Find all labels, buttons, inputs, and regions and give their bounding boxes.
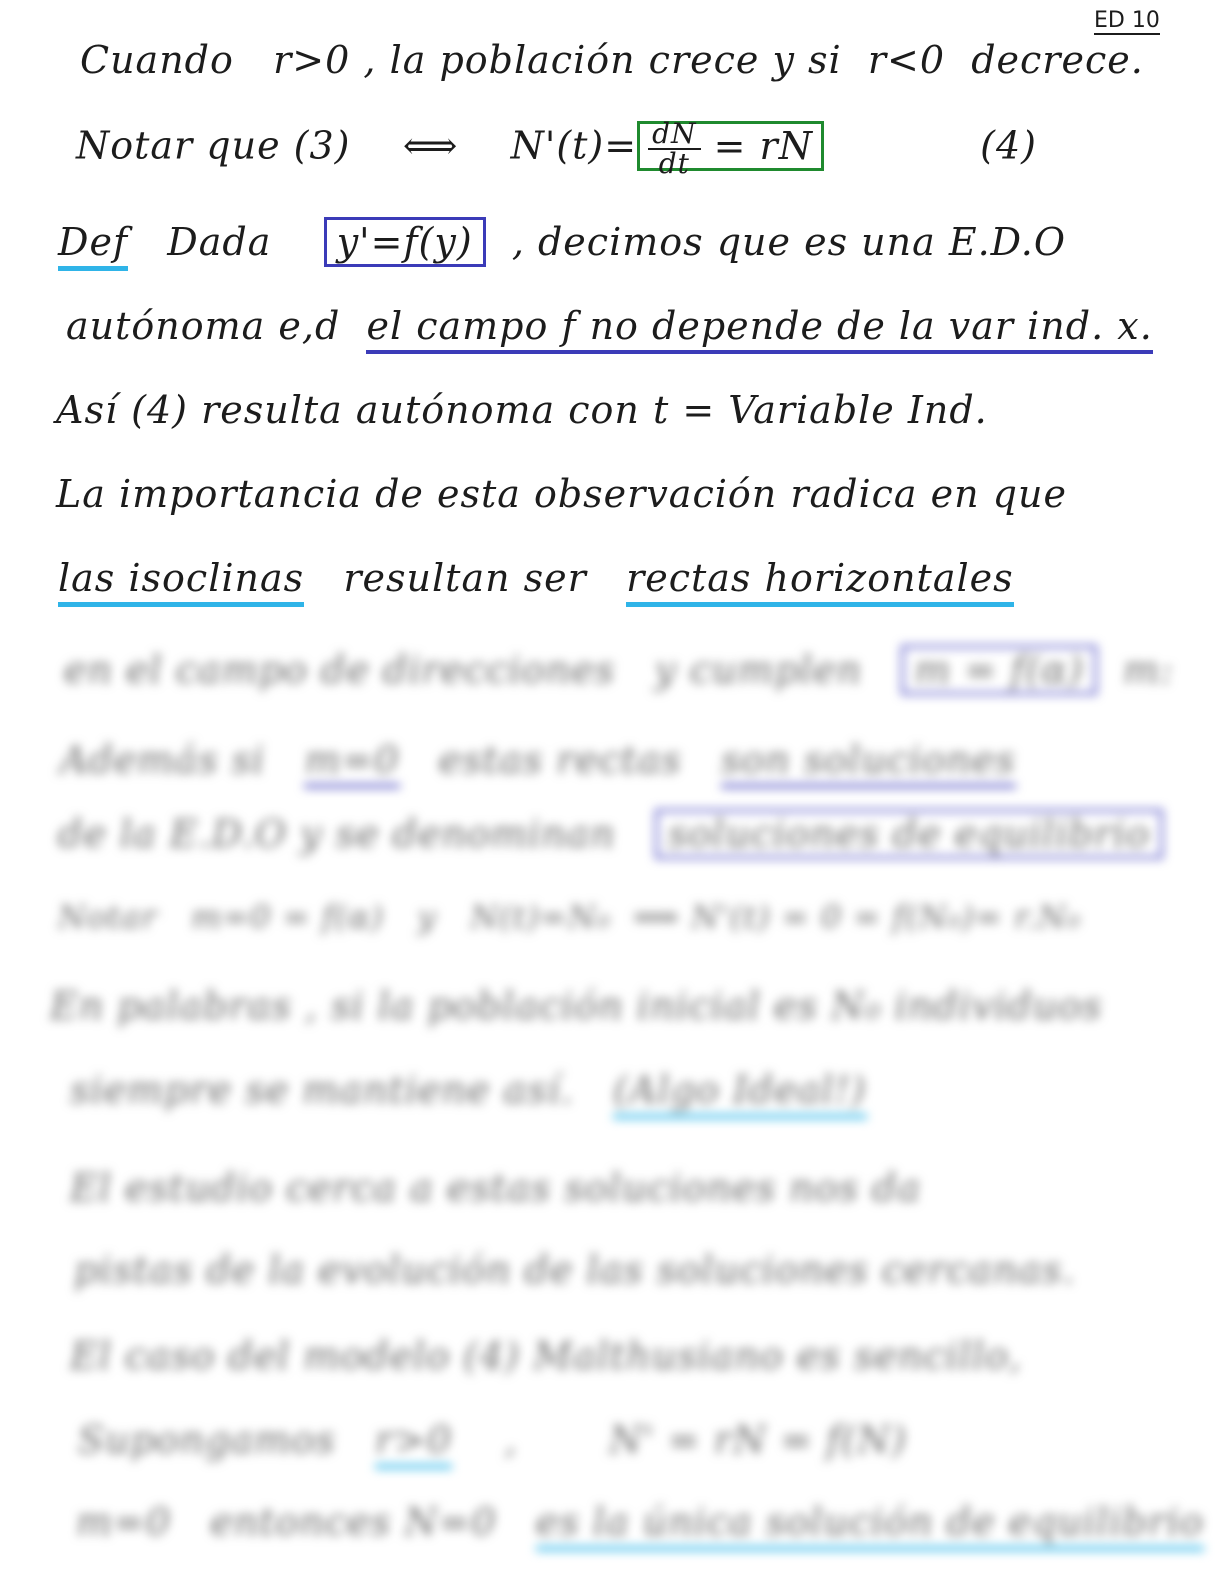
line-5-a: Así (4) resulta autónoma con t = Variable Ind.	[56, 388, 988, 432]
blurred-line-4-a: Notar	[58, 898, 158, 936]
blurred-line-2-b: estas rectas	[438, 738, 682, 782]
line-4	[66, 304, 1153, 348]
blurred-line-1-boxed: m = f(α)	[901, 645, 1096, 695]
blurred-line-10-u: r>0	[375, 1418, 452, 1469]
blurred-line-1-a: en el campo de direcciones	[64, 648, 616, 692]
blurred-line-10-b: ,	[504, 1418, 518, 1462]
blurred-line-4-c: y	[417, 898, 437, 936]
derivative-lhs: N'(t)=	[510, 123, 638, 168]
blurred-line-10-c: N' = rN = f(N)	[609, 1418, 908, 1462]
blurred-line-11-b: entonces N=0	[210, 1500, 497, 1544]
line-4-a: autónoma e,d	[66, 304, 341, 348]
equivalence-arrow: ⟺	[402, 123, 459, 168]
line-1-b: r>0	[273, 38, 351, 82]
blurred-line-6	[70, 1068, 867, 1112]
blurred-line-5	[50, 984, 1102, 1028]
blurred-line-11	[76, 1500, 1204, 1544]
blurred-line-4	[58, 898, 1081, 936]
line-1-c: , la población crece y si	[363, 38, 842, 82]
line-6	[56, 472, 1067, 516]
blurred-line-2-a: Además si	[60, 738, 266, 782]
horizontal-lines-underlined: rectas horizontales	[626, 556, 1014, 607]
line-7-a: resultan ser	[343, 556, 587, 600]
fraction	[648, 117, 700, 180]
blurred-line-3-a: de la E.D.O y se denominan	[58, 812, 616, 856]
line-1-a: Cuando	[80, 38, 234, 82]
boxed-equation	[637, 117, 824, 180]
equation-tag: (4)	[980, 123, 1037, 168]
blurred-line-10	[78, 1418, 907, 1462]
blurred-line-9-a: El caso del modelo (4) Malthusiano es sencillo,	[70, 1334, 1023, 1378]
line-3-a: Dada	[167, 220, 272, 264]
blurred-line-3	[58, 812, 1163, 856]
line-1-e: decrece.	[971, 38, 1144, 82]
line-3-b: , decimos que es una E.D.O	[511, 220, 1067, 264]
blurred-line-1	[64, 648, 1174, 692]
blurred-line-1-c: m:	[1122, 648, 1174, 692]
blurred-line-1-b: y cumplen	[654, 648, 863, 692]
line-2	[76, 117, 1037, 180]
line-4-underlined: el campo f no depende de la var ind. x.	[366, 304, 1152, 354]
blurred-line-4-e: ⟹ N'(t) = 0 = f(N₀)= r.N₀	[633, 898, 1081, 936]
line-6-a: La importancia de esta observación radica en que	[56, 472, 1067, 516]
blurred-line-11-a: m=0	[76, 1500, 172, 1544]
blurred-line-8-a: pistas de la evolución de las soluciones cercanas.	[74, 1248, 1076, 1292]
line-5	[56, 388, 988, 432]
blurred-line-6-a: siempre se mantiene así.	[70, 1068, 574, 1112]
line-1-d: r<0	[867, 38, 946, 82]
blurred-line-4-d: N(t)=N₀	[470, 898, 611, 936]
blurred-line-10-a: Supongamos	[78, 1418, 336, 1462]
derivative-rhs: = rN	[713, 123, 813, 168]
blurred-line-7-a: El estudio cerca a estas soluciones nos da	[70, 1166, 922, 1210]
line-2-a: Notar que (3)	[76, 123, 351, 168]
blurred-line-2-u1: m=0	[304, 738, 399, 788]
blurred-line-6-u: (Algo Ideal!)	[613, 1068, 866, 1119]
definition-label: Def	[58, 220, 128, 271]
fraction-denominator: dt	[658, 147, 690, 180]
blurred-line-8	[74, 1248, 1075, 1292]
blurred-line-9	[70, 1334, 1022, 1378]
boxed-ode: y'=f(y)	[324, 217, 486, 267]
line-3	[58, 220, 1066, 264]
line-1	[80, 38, 1144, 82]
blurred-section	[0, 632, 1224, 1584]
line-7	[58, 556, 1014, 600]
blurred-line-4-b: m=0 = f(α)	[191, 898, 385, 936]
page-corner-label: ED 10	[1094, 8, 1160, 33]
blurred-line-2-u2: son soluciones	[721, 738, 1016, 788]
isoclines-underlined: las isoclinas	[58, 556, 304, 607]
fraction-numerator: dN	[648, 120, 700, 150]
blurred-line-2	[60, 738, 1016, 782]
blurred-line-7	[70, 1166, 921, 1210]
blurred-line-5-a: En palabras , si la población inicial es N₀ individuos	[50, 984, 1103, 1028]
blurred-line-3-boxed: soluciones de equilibrio	[655, 809, 1163, 859]
blurred-line-11-u: es la única solución de equilibrio	[536, 1500, 1204, 1551]
